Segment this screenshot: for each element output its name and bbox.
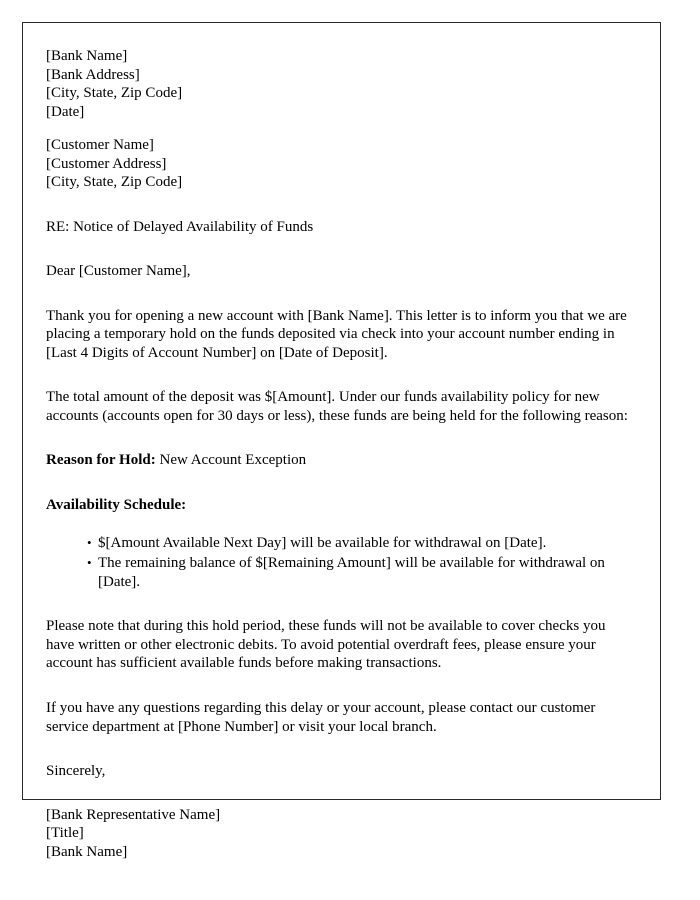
- availability-schedule-list: [46, 534, 629, 591]
- sender-address-line: [Bank Name]: [46, 48, 128, 64]
- signature-line: [Bank Name]: [46, 843, 128, 860]
- reason-for-hold-value: New Account Exception: [155, 452, 307, 469]
- sender-address-line: [Bank Address]: [46, 66, 140, 83]
- paragraph-intro: Thank you for opening a new account with [Bank Name]. This letter is to inform you that we are placing a temporary hold on the funds deposited via check into your account number ending in [Last 4 Digits of Account Number] on [Date of Deposit].: [46, 307, 627, 361]
- paragraph-hold-period-notice: Please note that during this hold period, these funds will not be available to cover checks you have written or other electronic debits. To avoid potential overdraft fees, please ensure your account has sufficient available funds before making transactions.: [46, 618, 606, 672]
- recipient-address-line: [Customer Address]: [46, 155, 167, 172]
- paragraph-deposit-amount: The total amount of the deposit was $[Amount]. Under our funds availability policy for new accounts (accounts open for 30 days or less), these funds are being held for the following reason:: [46, 389, 628, 424]
- subject-line: RE: Notice of Delayed Availability of Funds: [46, 218, 314, 235]
- sender-address-block: [46, 47, 629, 121]
- signature-block: [46, 806, 629, 862]
- letter-page-frame: [22, 22, 661, 860]
- list-item: • The remaining balance of $[Remaining Amount] will be available for withdrawal on [Date].: [87, 554, 629, 591]
- reason-for-hold-label: Reason for Hold:: [46, 452, 156, 469]
- closing-line: Sincerely,: [46, 763, 106, 780]
- signature-line: [Bank Representative Name]: [46, 806, 221, 823]
- signature-line: [Title]: [46, 825, 84, 842]
- recipient-address-line: [Customer Name]: [46, 137, 154, 153]
- list-item: • $[Amount Available Next Day] will be available for withdrawal on [Date].: [87, 534, 629, 553]
- availability-schedule-label: Availability Schedule:: [46, 496, 187, 513]
- sender-address-line: [Date]: [46, 103, 85, 120]
- reason-for-hold-line: [46, 451, 629, 470]
- sender-address-line: [City, State, Zip Code]: [46, 85, 183, 101]
- recipient-address-line: [City, State, Zip Code]: [46, 174, 183, 190]
- recipient-address-block: [46, 136, 629, 192]
- letter-content: [46, 47, 629, 861]
- availability-schedule-heading: [46, 496, 629, 515]
- address-block-spacer: [46, 121, 629, 136]
- paragraph-contact: If you have any questions regarding this delay or your account, please contact our customer service department at [Phone Number] or visit your local branch.: [46, 700, 596, 735]
- salutation: Dear [Customer Name],: [46, 263, 191, 279]
